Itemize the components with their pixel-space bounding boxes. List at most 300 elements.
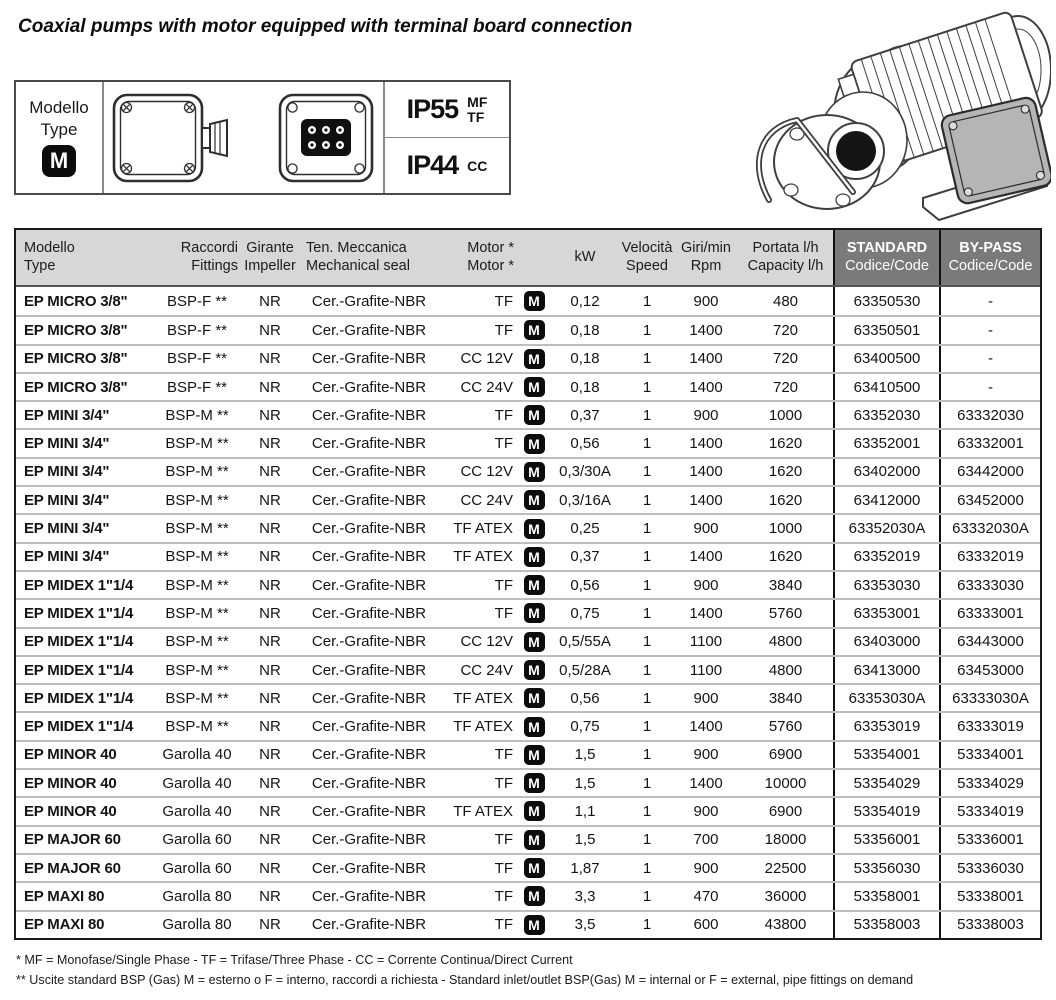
motor-m-badge: M: [524, 745, 545, 765]
table-row: [16, 400, 1040, 428]
cell-seal: Cer.-Grafite-NBR: [311, 463, 427, 481]
cell-speed: 1: [642, 548, 652, 566]
cell-impeller: NR: [259, 859, 281, 877]
cell-fittings: BSP-F **: [166, 292, 227, 310]
cell-fittings: BSP-F **: [166, 378, 227, 396]
cell-speed: 1: [642, 887, 652, 905]
motor-m-badge: M: [524, 603, 545, 623]
cell-model: EP MAXI 80: [24, 887, 105, 905]
cell-fittings: BSP-F **: [166, 321, 227, 339]
cell-model: EP MIDEX 1"1/4: [24, 661, 134, 679]
cell-model: EP MAJOR 60: [24, 831, 121, 849]
table-row: [16, 457, 1040, 485]
cell-motor: TF: [494, 604, 513, 622]
cell-bypass-code: 53338003: [939, 912, 1040, 938]
cell-motor: TF: [494, 292, 513, 310]
ip55-row: [385, 82, 509, 137]
cell-impeller: NR: [259, 435, 281, 453]
cell-speed: 1: [642, 491, 652, 509]
cell-seal: Cer.-Grafite-NBR: [311, 746, 427, 764]
ip55-motor-tf: TF: [467, 108, 485, 125]
cell-capacity: 720: [772, 378, 799, 396]
terminal-box-pins-icon: [275, 90, 379, 186]
cell-model: EP MICRO 3/8": [24, 378, 128, 396]
cell-bypass-code: 63332030: [939, 402, 1040, 428]
cell-kw: 0,56: [570, 576, 600, 594]
cell-bypass-code: 63332001: [939, 430, 1040, 456]
col-header-seal: Ten. Meccanica Mechanical seal: [306, 239, 410, 274]
cell-badge: [518, 657, 550, 683]
cell-model: EP MAXI 80: [24, 916, 105, 934]
cell-fittings: BSP-M **: [165, 548, 229, 566]
footnote-motor-types: * MF = Monofase/Single Phase - TF = Trifase/Three Phase - CC = Corrente Continua/Direct Current: [16, 953, 573, 967]
cell-fittings: BSP-M **: [165, 491, 229, 509]
cell-seal: Cer.-Grafite-NBR: [311, 859, 427, 877]
col-header-speed: Velocità Speed: [621, 239, 673, 274]
cell-seal: Cer.-Grafite-NBR: [311, 887, 427, 905]
ip-ratings-cell: [385, 82, 509, 193]
cell-bypass-code: 63443000: [939, 629, 1040, 655]
cell-standard-code: 63402000: [833, 459, 939, 485]
cell-impeller: NR: [259, 491, 281, 509]
table-row: [16, 315, 1040, 343]
model-label-it: Modello: [29, 97, 89, 117]
cell-standard-code: 53358003: [833, 912, 939, 938]
cell-speed: 1: [642, 916, 652, 934]
cell-standard-code: 63353030A: [833, 685, 939, 711]
table-row: [16, 372, 1040, 400]
cell-rpm: 1400: [689, 718, 723, 736]
cell-kw: 1,1: [574, 802, 596, 820]
cell-bypass-code: 63332030A: [939, 515, 1040, 541]
cell-kw: 0,18: [570, 321, 600, 339]
cell-motor: CC 12V: [460, 463, 513, 481]
cell-standard-code: 63400500: [833, 346, 939, 372]
cell-impeller: NR: [259, 661, 281, 679]
cell-kw: 1,5: [574, 746, 596, 764]
cell-rpm: 1400: [689, 378, 723, 396]
table-row: [16, 513, 1040, 541]
cell-impeller: NR: [259, 548, 281, 566]
cell-rpm: 1400: [689, 321, 723, 339]
motor-m-badge: M: [524, 660, 545, 680]
cell-capacity: 1000: [768, 520, 803, 538]
cell-fittings: BSP-M **: [165, 661, 229, 679]
cell-standard-code: 53356001: [833, 827, 939, 853]
ip44-code: IP44: [406, 150, 459, 180]
cell-model: EP MIDEX 1"1/4: [24, 718, 134, 736]
terminal-box-closed-icon: [109, 90, 237, 186]
cell-motor: TF: [494, 746, 513, 764]
cell-badge: [518, 515, 550, 541]
cell-motor: CC 24V: [460, 661, 513, 679]
motor-m-badge: M: [524, 462, 545, 482]
cell-seal: Cer.-Grafite-NBR: [311, 321, 427, 339]
cell-badge: [518, 459, 550, 485]
motor-m-badge: M: [524, 632, 545, 652]
cell-badge: [518, 374, 550, 400]
cell-speed: 1: [642, 661, 652, 679]
cell-bypass-code: 63452000: [939, 487, 1040, 513]
cell-rpm: 470: [693, 887, 719, 905]
motor-m-badge: M: [524, 349, 545, 369]
cell-speed: 1: [642, 718, 652, 736]
cell-standard-code: 63352030A: [833, 515, 939, 541]
cell-standard-code: 53358001: [833, 883, 939, 909]
cell-seal: Cer.-Grafite-NBR: [311, 350, 427, 368]
cell-badge: [518, 544, 550, 570]
motor-m-badge: M: [524, 858, 545, 878]
cell-motor: CC 12V: [460, 633, 513, 651]
table-body: [16, 287, 1040, 938]
motor-m-badge: M: [524, 886, 545, 906]
cell-fittings: BSP-M **: [165, 520, 229, 538]
motor-m-badge: M: [524, 801, 545, 821]
cell-standard-code: 63350530: [833, 287, 939, 315]
motor-m-badge: M: [524, 434, 545, 454]
cell-speed: 1: [642, 463, 652, 481]
model-label-en: Type: [40, 119, 78, 139]
cell-kw: 0,75: [570, 604, 600, 622]
cell-badge: [518, 430, 550, 456]
cell-speed: 1: [642, 435, 652, 453]
cell-standard-code: 63353001: [833, 600, 939, 626]
cell-standard-code: 63352030: [833, 402, 939, 428]
pump-illustration: [735, 2, 1051, 224]
cell-motor: TF: [494, 916, 513, 934]
cell-impeller: NR: [259, 576, 281, 594]
cell-rpm: 900: [693, 292, 719, 310]
cell-impeller: NR: [259, 406, 281, 424]
motor-m-badge: M: [524, 519, 545, 539]
motor-m-badge: M: [524, 405, 545, 425]
cell-motor: TF: [494, 859, 513, 877]
motor-m-badge: M: [524, 547, 545, 567]
cell-seal: Cer.-Grafite-NBR: [311, 916, 427, 934]
cell-fittings: Garolla 40: [162, 746, 232, 764]
cell-capacity: 1620: [768, 463, 803, 481]
motor-m-badge: M: [524, 915, 545, 935]
cell-standard-code: 53354019: [833, 798, 939, 824]
table-row: [16, 344, 1040, 372]
cell-bypass-code: 53338001: [939, 883, 1040, 909]
cell-standard-code: 63413000: [833, 657, 939, 683]
cell-impeller: NR: [259, 802, 281, 820]
cell-fittings: BSP-M **: [165, 406, 229, 424]
cell-model: EP MAJOR 60: [24, 859, 121, 877]
cell-rpm: 900: [693, 746, 719, 764]
cell-fittings: Garolla 40: [162, 802, 232, 820]
cell-capacity: 3840: [768, 576, 803, 594]
cell-impeller: NR: [259, 774, 281, 792]
motor-m-badge: M: [524, 830, 545, 850]
table-row: [16, 796, 1040, 824]
table-row: [16, 542, 1040, 570]
cell-speed: 1: [642, 576, 652, 594]
table-row: [16, 825, 1040, 853]
cell-seal: Cer.-Grafite-NBR: [311, 378, 427, 396]
cell-bypass-code: 63453000: [939, 657, 1040, 683]
cell-kw: 0,5/55A: [559, 633, 611, 651]
cell-badge: [518, 317, 550, 343]
cell-bypass-code: -: [939, 287, 1040, 315]
cell-bypass-code: 53334029: [939, 770, 1040, 796]
cell-badge: [518, 912, 550, 938]
cell-motor: CC 24V: [460, 491, 513, 509]
cell-standard-code: 53354001: [833, 742, 939, 768]
cell-kw: 0,37: [570, 548, 600, 566]
cell-fittings: BSP-M **: [165, 604, 229, 622]
cell-motor: TF ATEX: [453, 802, 513, 820]
cell-rpm: 900: [693, 576, 719, 594]
col-header-standard: STANDARD Codice/Code: [833, 230, 939, 285]
cell-speed: 1: [642, 633, 652, 651]
cell-standard-code: 63352019: [833, 544, 939, 570]
cell-motor: TF ATEX: [453, 520, 513, 538]
cell-rpm: 1400: [689, 350, 723, 368]
cell-kw: 0,37: [570, 406, 600, 424]
model-type-cell: [16, 82, 104, 193]
cell-fittings: BSP-M **: [165, 576, 229, 594]
cell-speed: 1: [642, 604, 652, 622]
cell-rpm: 1400: [689, 548, 723, 566]
cell-bypass-code: -: [939, 346, 1040, 372]
cell-bypass-code: -: [939, 317, 1040, 343]
cell-standard-code: 63353030: [833, 572, 939, 598]
cell-fittings: Garolla 80: [162, 916, 232, 934]
table-row: [16, 740, 1040, 768]
cell-capacity: 720: [772, 321, 799, 339]
cell-impeller: NR: [259, 378, 281, 396]
cell-capacity: 18000: [764, 831, 807, 849]
cell-bypass-code: 63333030A: [939, 685, 1040, 711]
table-row: [16, 485, 1040, 513]
cell-kw: 0,12: [570, 292, 600, 310]
cell-seal: Cer.-Grafite-NBR: [311, 491, 427, 509]
cell-speed: 1: [642, 378, 652, 396]
cell-fittings: BSP-M **: [165, 689, 229, 707]
cell-fittings: BSP-M **: [165, 718, 229, 736]
cell-rpm: 1400: [689, 774, 723, 792]
cell-seal: Cer.-Grafite-NBR: [311, 774, 427, 792]
cell-badge: [518, 798, 550, 824]
col-header-motor: Motor * Motor *: [467, 239, 514, 274]
cell-kw: 0,56: [570, 689, 600, 707]
cell-speed: 1: [642, 859, 652, 877]
col-header-model: Modello Type: [24, 239, 75, 274]
cell-impeller: NR: [259, 689, 281, 707]
cell-capacity: 1000: [768, 406, 803, 424]
cell-kw: 3,3: [574, 887, 596, 905]
table-row: [16, 598, 1040, 626]
cell-impeller: NR: [259, 350, 281, 368]
cell-rpm: 900: [693, 406, 719, 424]
cell-capacity: 480: [772, 292, 799, 310]
cell-rpm: 900: [693, 520, 719, 538]
cell-impeller: NR: [259, 746, 281, 764]
cell-capacity: 6900: [768, 802, 803, 820]
cell-bypass-code: 53336030: [939, 855, 1040, 881]
motor-m-badge: M: [524, 575, 545, 595]
cell-standard-code: 63410500: [833, 374, 939, 400]
cell-capacity: 1620: [768, 435, 803, 453]
table-row: [16, 627, 1040, 655]
cell-model: EP MIDEX 1"1/4: [24, 633, 134, 651]
cell-badge: [518, 402, 550, 428]
cell-model: EP MICRO 3/8": [24, 350, 128, 368]
cell-seal: Cer.-Grafite-NBR: [311, 604, 427, 622]
cell-rpm: 900: [693, 802, 719, 820]
cell-standard-code: 63350501: [833, 317, 939, 343]
cell-badge: [518, 600, 550, 626]
cell-bypass-code: -: [939, 374, 1040, 400]
cell-speed: 1: [642, 406, 652, 424]
motor-m-badge: M: [524, 291, 545, 311]
cell-model: EP MINOR 40: [24, 746, 117, 764]
cell-model: EP MINOR 40: [24, 802, 117, 820]
cell-badge: [518, 770, 550, 796]
cell-rpm: 1400: [689, 435, 723, 453]
table-row: [16, 853, 1040, 881]
cell-bypass-code: 53334019: [939, 798, 1040, 824]
cell-motor: TF ATEX: [453, 548, 513, 566]
cell-bypass-code: 53336001: [939, 827, 1040, 853]
cell-model: EP MINI 3/4": [24, 491, 110, 509]
cell-motor: TF: [494, 774, 513, 792]
cell-rpm: 1400: [689, 491, 723, 509]
col-header-impeller: Girante Impeller: [244, 239, 296, 274]
cell-speed: 1: [642, 774, 652, 792]
cell-seal: Cer.-Grafite-NBR: [311, 435, 427, 453]
cell-capacity: 4800: [768, 661, 803, 679]
cell-model: EP MICRO 3/8": [24, 292, 128, 310]
cell-standard-code: 53354029: [833, 770, 939, 796]
cell-capacity: 1620: [768, 548, 803, 566]
cell-model: EP MICRO 3/8": [24, 321, 128, 339]
cell-impeller: NR: [259, 520, 281, 538]
table-row: [16, 655, 1040, 683]
motor-m-badge: M: [524, 320, 545, 340]
cell-capacity: 3840: [768, 689, 803, 707]
cell-bypass-code: 63333001: [939, 600, 1040, 626]
motor-m-badge: M: [42, 145, 76, 177]
ip55-motor-mf: MF: [467, 93, 488, 110]
cell-badge: [518, 685, 550, 711]
cell-motor: TF ATEX: [453, 689, 513, 707]
cell-bypass-code: 63442000: [939, 459, 1040, 485]
table-row: [16, 683, 1040, 711]
footnote-fittings: ** Uscite standard BSP (Gas) M = esterno o F = interno, raccordi a richiesta - Standard inlet/outlet BSP(Gas) M = internal or F = external, pipe fittings on demand: [16, 972, 914, 987]
cell-speed: 1: [642, 292, 652, 310]
motor-m-badge: M: [524, 377, 545, 397]
cell-badge: [518, 346, 550, 372]
cell-badge: [518, 287, 550, 315]
cell-badge: [518, 487, 550, 513]
cell-kw: 0,18: [570, 378, 600, 396]
cell-fittings: BSP-M **: [165, 463, 229, 481]
cell-model: EP MIDEX 1"1/4: [24, 689, 134, 707]
cell-kw: 1,87: [570, 859, 600, 877]
cell-model: EP MIDEX 1"1/4: [24, 576, 134, 594]
cell-kw: 0,3/30A: [559, 463, 611, 481]
cell-motor: TF: [494, 321, 513, 339]
col-header-rpm: Giri/min Rpm: [681, 239, 731, 274]
cell-impeller: NR: [259, 604, 281, 622]
pump-data-table: [14, 228, 1042, 940]
ip44-row: [385, 137, 509, 193]
cell-standard-code: 63412000: [833, 487, 939, 513]
cell-model: EP MINI 3/4": [24, 435, 110, 453]
cell-kw: 0,25: [570, 520, 600, 538]
cell-badge: [518, 742, 550, 768]
cell-speed: 1: [642, 802, 652, 820]
col-header-capacity: Portata l/h Capacity l/h: [747, 239, 824, 274]
cell-seal: Cer.-Grafite-NBR: [311, 576, 427, 594]
ip55-code: IP55: [406, 94, 459, 124]
col-header-bypass: BY-PASS Codice/Code: [939, 230, 1040, 285]
cell-capacity: 4800: [768, 633, 803, 651]
cell-standard-code: 53356030: [833, 855, 939, 881]
cell-impeller: NR: [259, 831, 281, 849]
cell-seal: Cer.-Grafite-NBR: [311, 633, 427, 651]
table-row: [16, 881, 1040, 909]
cell-speed: 1: [642, 831, 652, 849]
cell-model: EP MINI 3/4": [24, 406, 110, 424]
cell-motor: TF: [494, 406, 513, 424]
cell-fittings: Garolla 40: [162, 774, 232, 792]
cell-rpm: 900: [693, 689, 719, 707]
cell-motor: TF: [494, 435, 513, 453]
cell-badge: [518, 883, 550, 909]
cell-kw: 0,18: [570, 350, 600, 368]
cell-motor: TF: [494, 887, 513, 905]
cell-rpm: 1100: [689, 661, 723, 679]
cell-motor: TF ATEX: [453, 718, 513, 736]
cell-capacity: 720: [772, 350, 799, 368]
table-row: [16, 428, 1040, 456]
cell-impeller: NR: [259, 718, 281, 736]
cell-model: EP MINI 3/4": [24, 463, 110, 481]
cell-seal: Cer.-Grafite-NBR: [311, 802, 427, 820]
table-row: [16, 287, 1040, 315]
motor-m-badge: M: [524, 773, 545, 793]
cell-kw: 0,75: [570, 718, 600, 736]
cell-motor: CC 24V: [460, 378, 513, 396]
cell-standard-code: 63352001: [833, 430, 939, 456]
col-header-kw: kW: [574, 248, 596, 265]
ip55-motor-types: [467, 95, 487, 124]
cell-badge: [518, 629, 550, 655]
cell-capacity: 1620: [768, 491, 803, 509]
motor-m-badge: M: [524, 717, 545, 737]
table-row: [16, 570, 1040, 598]
cell-fittings: Garolla 60: [162, 831, 232, 849]
cell-seal: Cer.-Grafite-NBR: [311, 292, 427, 310]
cell-impeller: NR: [259, 463, 281, 481]
cell-bypass-code: 53334001: [939, 742, 1040, 768]
cell-badge: [518, 855, 550, 881]
cell-kw: 0,56: [570, 435, 600, 453]
table-header: [16, 230, 1040, 287]
table-row: [16, 768, 1040, 796]
cell-kw: 0,3/16A: [559, 491, 611, 509]
cell-impeller: NR: [259, 916, 281, 934]
cell-motor: CC 12V: [460, 350, 513, 368]
cell-fittings: Garolla 60: [162, 859, 232, 877]
terminal-box-icons-cell: [104, 82, 385, 193]
cell-badge: [518, 572, 550, 598]
cell-badge: [518, 713, 550, 739]
